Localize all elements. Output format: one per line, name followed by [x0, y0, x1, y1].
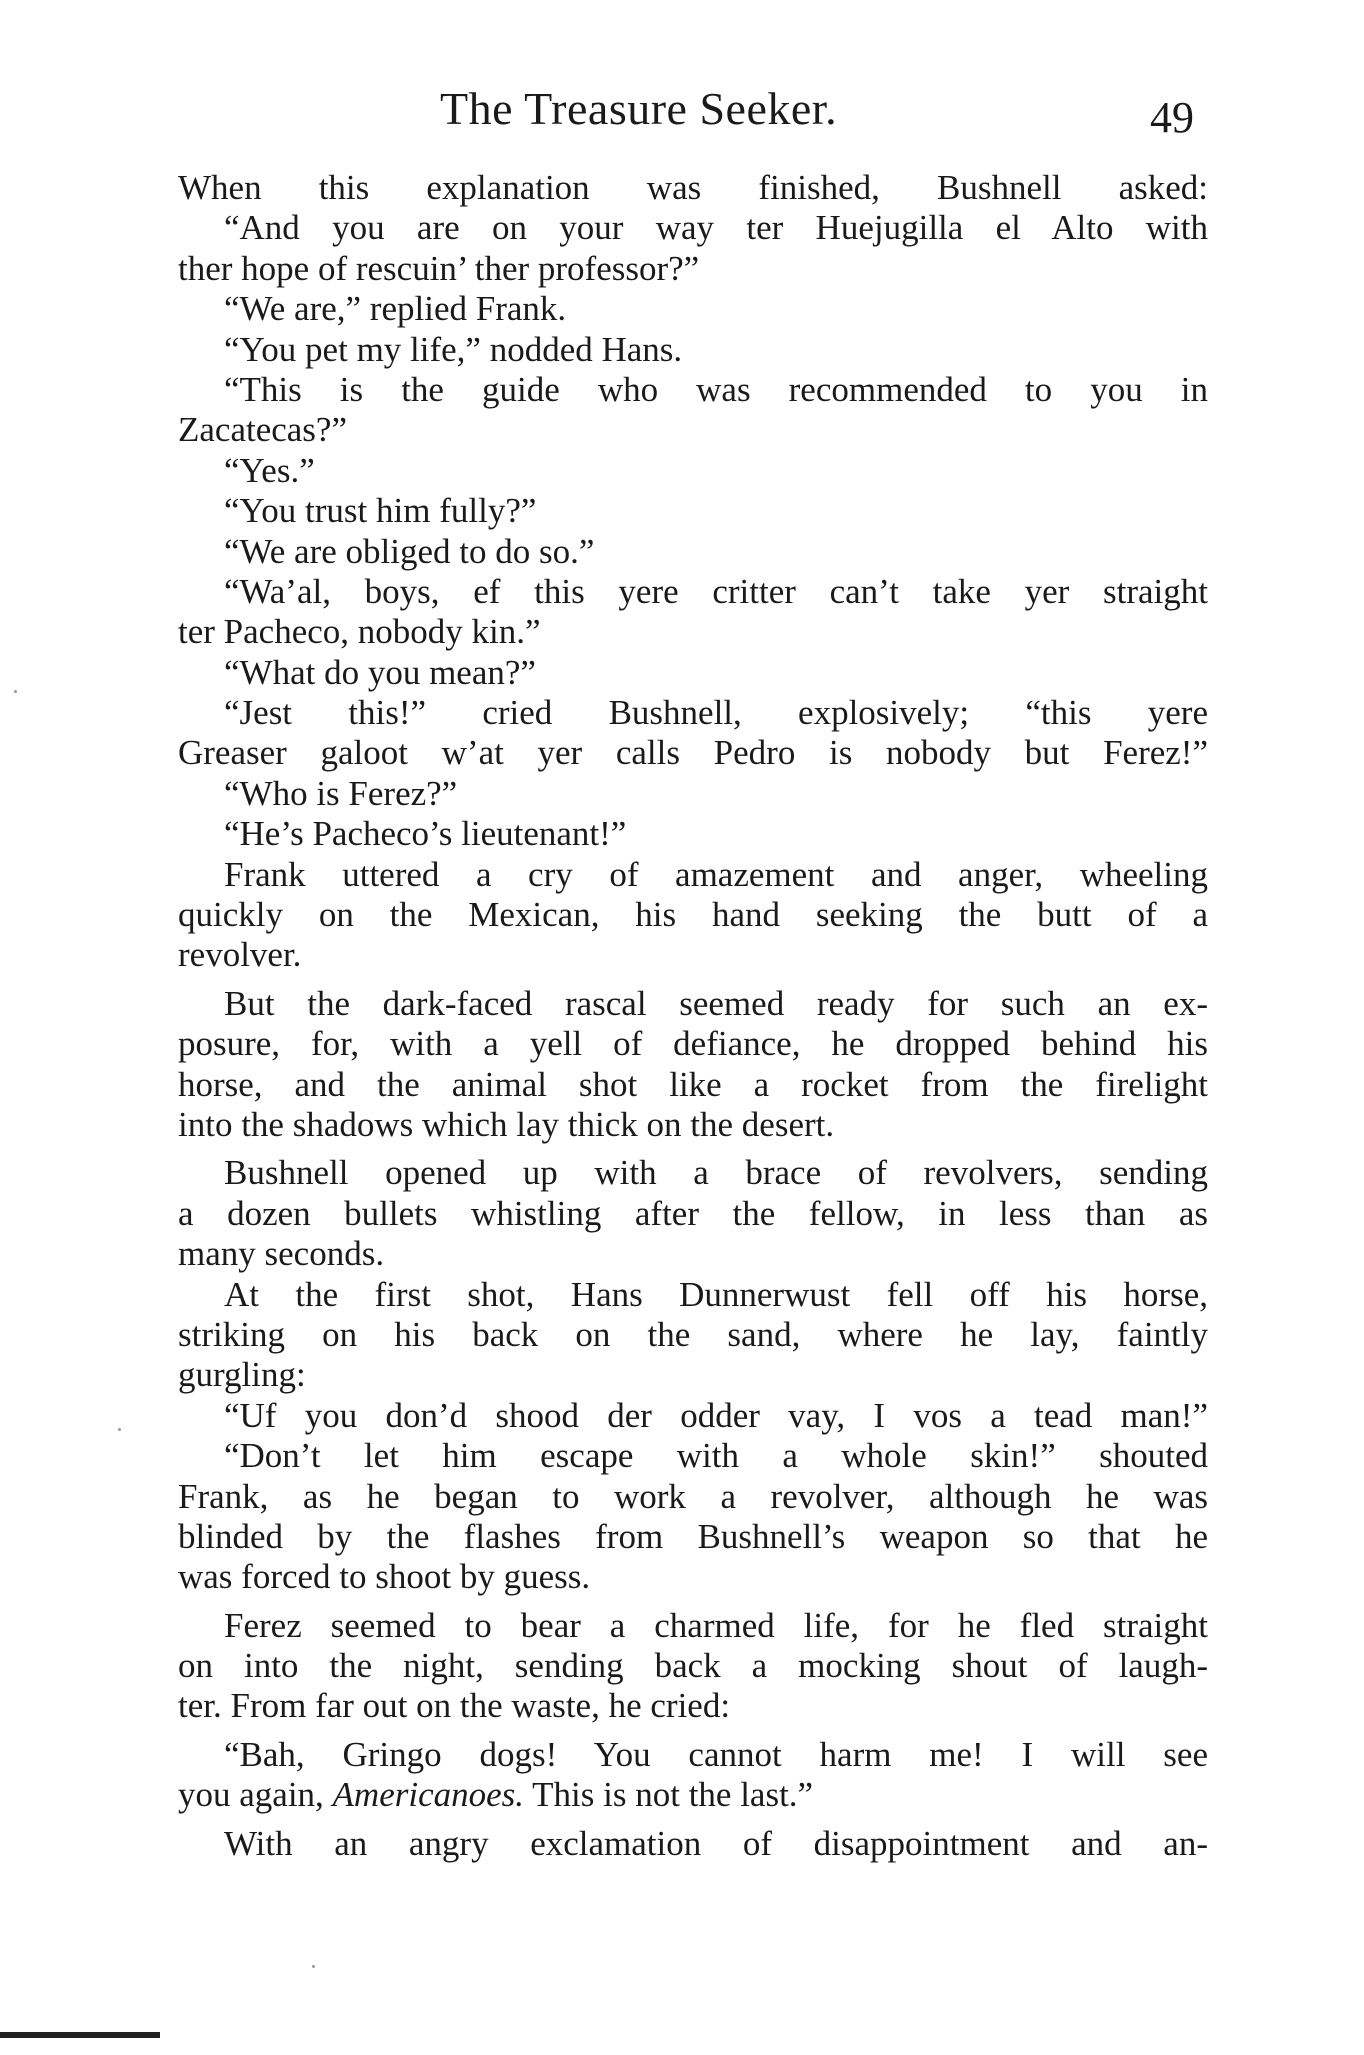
text-segment: you again,	[178, 1775, 333, 1815]
text-line: Frank uttered a cry of amazement and anger, wheeling	[224, 854, 1208, 894]
text-line: Ferez seemed to bear a charmed life, for he fled straight	[224, 1605, 1208, 1645]
text-line: posure, for, with a yell of defiance, he dropped behind his	[178, 1024, 1208, 1064]
page-number: 49	[1150, 93, 1194, 142]
text-line: “We are obliged to do so.”	[224, 531, 595, 571]
text-line: many seconds.	[178, 1234, 385, 1274]
text-line: “Wa’al, boys, ef this yere critter can’t take yer straight	[224, 571, 1208, 611]
text-line: “What do you mean?”	[224, 652, 536, 692]
text-line: Greaser galoot w’at yer calls Pedro is nobody but Ferez!”	[178, 733, 1208, 773]
body-text	[178, 168, 1208, 1864]
paper-speck	[14, 690, 17, 693]
text-line: “Yes.”	[224, 450, 315, 490]
text-line: ther hope of rescuin’ ther professor?”	[178, 248, 700, 288]
text-line: into the shadows which lay thick on the desert.	[178, 1104, 835, 1144]
text-line: “And you are on your way ter Huejugilla el Alto with	[224, 208, 1208, 248]
text-line: When this explanation was finished, Bushnell asked:	[178, 168, 1208, 207]
text-line: Zacatecas?”	[178, 410, 348, 450]
text-line: on into the night, sending back a mocking shout of laugh-	[178, 1646, 1208, 1686]
text-line: With an angry exclamation of disappointment and an-	[224, 1823, 1208, 1863]
running-title: The Treasure Seeker.	[440, 83, 838, 134]
text-line: “Don’t let him escape with a whole skin!” shouted	[224, 1436, 1208, 1476]
italic-word: Americanoes.	[332, 1775, 525, 1815]
text-line: gurgling:	[178, 1355, 306, 1395]
text-line: striking on his back on the sand, where he lay, faintly	[178, 1314, 1208, 1354]
text-line: “This is the guide who was recommended to you in	[224, 369, 1208, 409]
text-line: “You pet my life,” nodded Hans.	[224, 329, 683, 369]
text-line: was forced to shoot by guess.	[178, 1557, 591, 1597]
text-line: ter Pacheco, nobody kin.”	[178, 612, 541, 652]
text-line: “You trust him fully?”	[224, 491, 537, 531]
text-line: horse, and the animal shot like a rocket from the firelight	[178, 1064, 1208, 1104]
text-line: quickly on the Mexican, his hand seeking the butt of a	[178, 895, 1208, 935]
text-line: blinded by the flashes from Bushnell’s weapon so that he	[178, 1516, 1208, 1556]
text-line: revolver.	[178, 935, 302, 975]
text-line	[178, 1775, 1208, 1815]
text-segment: This is not the last.”	[524, 1775, 814, 1815]
text-line: a dozen bullets whistling after the fellow, in less than as	[178, 1193, 1208, 1233]
text-line: But the dark-faced rascal seemed ready for such an ex-	[224, 983, 1208, 1023]
text-line: “We are,” replied Frank.	[224, 289, 567, 329]
text-line: “Uf you don’d shood der odder vay, I vos a tead man!”	[224, 1395, 1208, 1435]
text-line: “Jest this!” cried Bushnell, explosively; “this yere	[224, 693, 1208, 733]
paper-speck	[118, 1428, 121, 1431]
text-line: Frank, as he began to work a revolver, although he was	[178, 1476, 1208, 1516]
text-line: “He’s Pacheco’s lieutenant!”	[224, 814, 627, 854]
text-line: At the first shot, Hans Dunnerwust fell off his horse,	[224, 1274, 1208, 1314]
paper-speck	[312, 1965, 315, 1968]
text-line: “Who is Ferez?”	[224, 773, 458, 813]
text-line: “Bah, Gringo dogs! You cannot harm me! I will see	[224, 1734, 1208, 1774]
text-line: ter. From far out on the waste, he cried:	[178, 1686, 731, 1726]
bottom-edge-mark	[0, 2032, 160, 2038]
text-line: Bushnell opened up with a brace of revolvers, sending	[224, 1153, 1208, 1193]
